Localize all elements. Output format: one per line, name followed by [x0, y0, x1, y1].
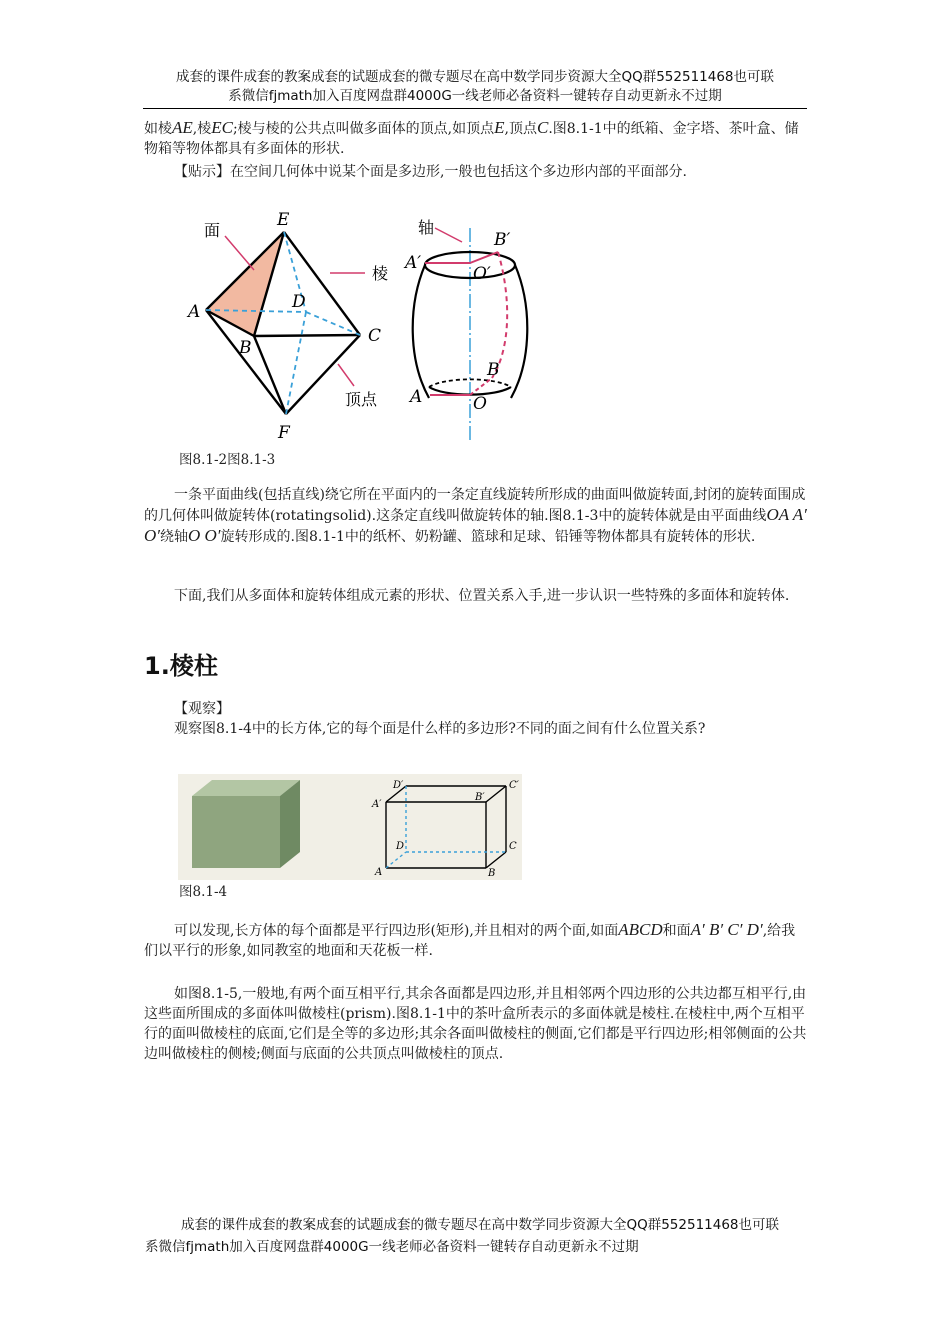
cuboid-label-C: C [509, 841, 517, 852]
vertex-E: E [277, 210, 290, 230]
math-ABCD: ABCD [618, 920, 663, 939]
intro-text-5: .图8.1-1中的纸箱、金字塔、茶叶盒、储物箱等物体都具有多面体的形状. [144, 121, 799, 157]
cuboid-label-B: B [488, 868, 496, 879]
next-paragraph: 下面,我们从多面体和旋转体组成元素的形状、位置关系入手,进一步认识一些特殊的多面体和旋转体. [174, 588, 790, 604]
cuboid-label-D: D [396, 841, 405, 852]
intro-text-3: ;棱与棱的公共点叫做多面体的顶点,如顶点 [232, 121, 495, 137]
point-B-prime: B′ [494, 230, 511, 250]
intro-paragraph [144, 118, 808, 159]
intro-text-1: 如棱 [144, 121, 172, 137]
point-A-prime: A′ [405, 253, 422, 273]
label-vertex: 顶点 [345, 390, 378, 409]
header-line-1: 成套的课件成套的教案成套的试题成套的微专题尽在高中数学同步资源大全QQ群552511468也可联 [175, 69, 775, 85]
rotation-text-3: 旋转形成的.图8.1-1中的纸杯、奶粉罐、篮球和足球、铅锤等物体都具有旋转体的形状. [220, 529, 756, 545]
section-heading-prism: 1.棱柱 [144, 652, 218, 680]
prism-definition-paragraph: 如图8.1-5,一般地,有两个面互相平行,其余各面都是四边形,并且相邻两个四边形的公共边都互相平行,由这些面所围成的多面体叫做棱柱(prism).图8.1-1中的茶叶盒所表示的多面体就是棱柱.在棱柱中,两个互相平行的面叫做棱柱的底面,它们是全等的多边形;其余各面叫做棱柱的侧面,它们都是平行四边形;相邻侧面的公共边叫做棱柱的侧棱;侧面与底面的公共顶点叫做棱柱的顶点. [144, 986, 807, 1062]
footer-line-1: 成套的课件成套的教案成套的试题成套的微专题尽在高中数学同步资源大全QQ群552511468也可联 [180, 1217, 780, 1233]
header-line-2: 系微信fjmath加入百度网盘群4000G一线老师必备资料一键转存自动更新永不过期 [228, 88, 722, 104]
rotation-paragraph [144, 485, 808, 547]
observe-label: 【观察】 [174, 701, 230, 717]
caption-fig-8-1-2-3: 图8.1-2图8.1-3 [179, 452, 276, 468]
rotation-text-2: 绕轴 [160, 529, 188, 545]
math-OAA1O1: OA A′ O′ [144, 505, 807, 545]
cuboid-label-A: A [375, 867, 383, 878]
rotation-solid-figure [403, 218, 527, 442]
page-footer [145, 1214, 815, 1258]
vertex-B: B [239, 338, 252, 358]
cuboid-text-2: 和面 [662, 923, 691, 939]
vertex-A: A [188, 302, 201, 322]
cuboid-text-3: ,给我们以平行的形象,如同教室的地面和天花板一样. [144, 923, 796, 959]
rotation-text-1: 一条平面曲线(包括直线)绕它所在平面内的一条定直线旋转所形成的曲面叫做旋转面,封闭的旋转面围成的几何体叫做旋转体(rotatingsolid).这条定直线叫做旋转体的轴.图8.1-3中的旋转体就是由平面曲线 [144, 487, 806, 524]
figure-cuboid [178, 774, 522, 880]
cuboid-label-A-prime: A′ [372, 799, 382, 810]
math-C: C [536, 118, 549, 137]
label-axis: 轴 [418, 218, 435, 237]
cuboid-label-C-prime: C′ [509, 780, 519, 791]
cuboid-photo [192, 780, 300, 868]
shaded-face [206, 232, 284, 336]
point-O-prime: O′ [473, 264, 491, 284]
cuboid-label-B-prime: B′ [475, 792, 485, 803]
note-paragraph: 【贴示】在空间几何体中说某个面是多边形,一般也包括这个多边形内部的平面部分. [174, 164, 687, 180]
point-B: B [487, 360, 500, 380]
observe-paragraph: 观察图8.1-4中的长方体,它的每个面是什么样的多边形?不同的面之间有什么位置关系? [174, 721, 706, 737]
cuboid-label-D-prime: D′ [393, 780, 404, 791]
vertex-D: D [292, 292, 306, 312]
vertex-F: F [278, 423, 290, 443]
figure-octahedron-and-rotation-solid [180, 200, 540, 448]
cuboid-text-1: 可以发现,长方体的每个面都是平行四边形(矩形),并且相对的两个面,如面 [174, 923, 619, 939]
caption-fig-8-1-4: 图8.1-4 [179, 884, 228, 900]
point-A: A [410, 387, 423, 407]
math-EC: EC [211, 118, 233, 137]
math-OO1: O O′ [188, 526, 221, 545]
label-face: 面 [204, 221, 221, 240]
math-AE: AE [172, 118, 193, 137]
page-header [145, 68, 805, 106]
cuboid-paragraph [144, 920, 808, 961]
intro-text-2: ,棱 [192, 121, 212, 137]
label-edge: 棱 [372, 264, 389, 283]
math-E: E [494, 118, 505, 137]
point-O: O [473, 394, 487, 414]
math-A1B1C1D1: A′ B′ C′ D′ [690, 920, 763, 939]
footer-line-2: 系微信fjmath加入百度网盘群4000G一线老师必备资料一键转存自动更新永不过期 [145, 1239, 639, 1255]
intro-text-4: ,顶点 [504, 121, 537, 137]
header-divider [143, 108, 807, 109]
octahedron-figure [186, 210, 388, 443]
vertex-C: C [368, 326, 382, 346]
